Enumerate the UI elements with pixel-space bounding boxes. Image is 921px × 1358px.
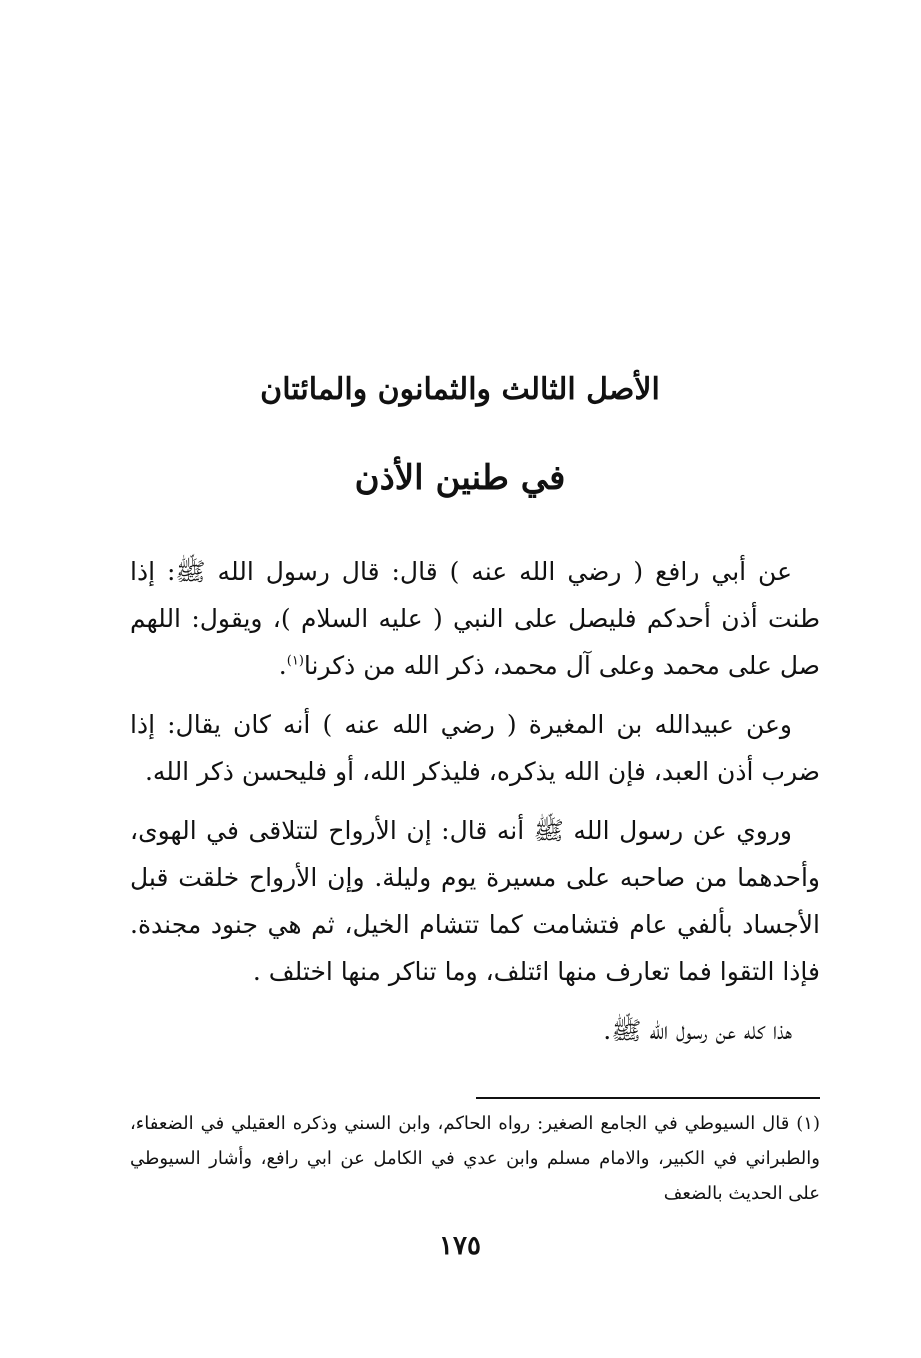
footnote-text: قال السيوطي في الجامع الصغير: رواه الحاكم، وابن السني وذكره العقيلي في الضعفاء، والطبراني في الكبير، والامام مسلم وابن عدي في الكامل عن ابي رافع، وأشار السيوطي على الحديث بالضعف (130, 1113, 820, 1204)
footnotes-section (130, 1106, 820, 1211)
footnote-reference[interactable]: (١) (286, 653, 304, 669)
section-title: في طنين الأذن (354, 458, 566, 498)
footnote-1 (130, 1106, 820, 1211)
paragraph-1 (130, 548, 820, 689)
paragraph-4: هذا كله عن رسول الله ﷺ. (603, 1016, 792, 1045)
footnote-item (130, 1106, 820, 1211)
page-number: ١٧٥ (439, 1231, 481, 1261)
footnote-marker: (١) (796, 1113, 820, 1134)
paragraph-1-text: عن أبي رافع ( رضي الله عنه ) قال: قال رسول الله ﷺ: إذا طنت أذن أحدكم فليصل على النبي ( عليه السلام )، ويقول: اللهم صل على محمد وعلى آل محمد، ذكر الله من ذكرنا (130, 557, 820, 680)
paragraph-3: وروي عن رسول الله ﷺ أنه قال: إن الأرواح لتتلاقى في الهوى، وأحدهما من صاحبه على مسيرة يوم وليلة. وإن الأرواح خلقت قبل الأجساد بألفي عام فتشامت كما تتشام الخيل، ثم هي جنود مجندة. فإذا التقوا فما تعارف منها ائتلف، وما تناكر منها اختلف . (130, 816, 820, 986)
footnote-separator (476, 1097, 820, 1099)
paragraph-1-end: . (278, 651, 287, 680)
paragraph-2: وعن عبيدالله بن المغيرة ( رضي الله عنه ) أنه كان يقال: إذا ضرب أذن العبد، فإن الله يذكره، فليذكر الله، أو فليحسن ذكر الله. (130, 710, 820, 786)
main-text (130, 548, 820, 1066)
chapter-heading: الأصل الثالث والثمانون والمائتان (260, 372, 660, 407)
